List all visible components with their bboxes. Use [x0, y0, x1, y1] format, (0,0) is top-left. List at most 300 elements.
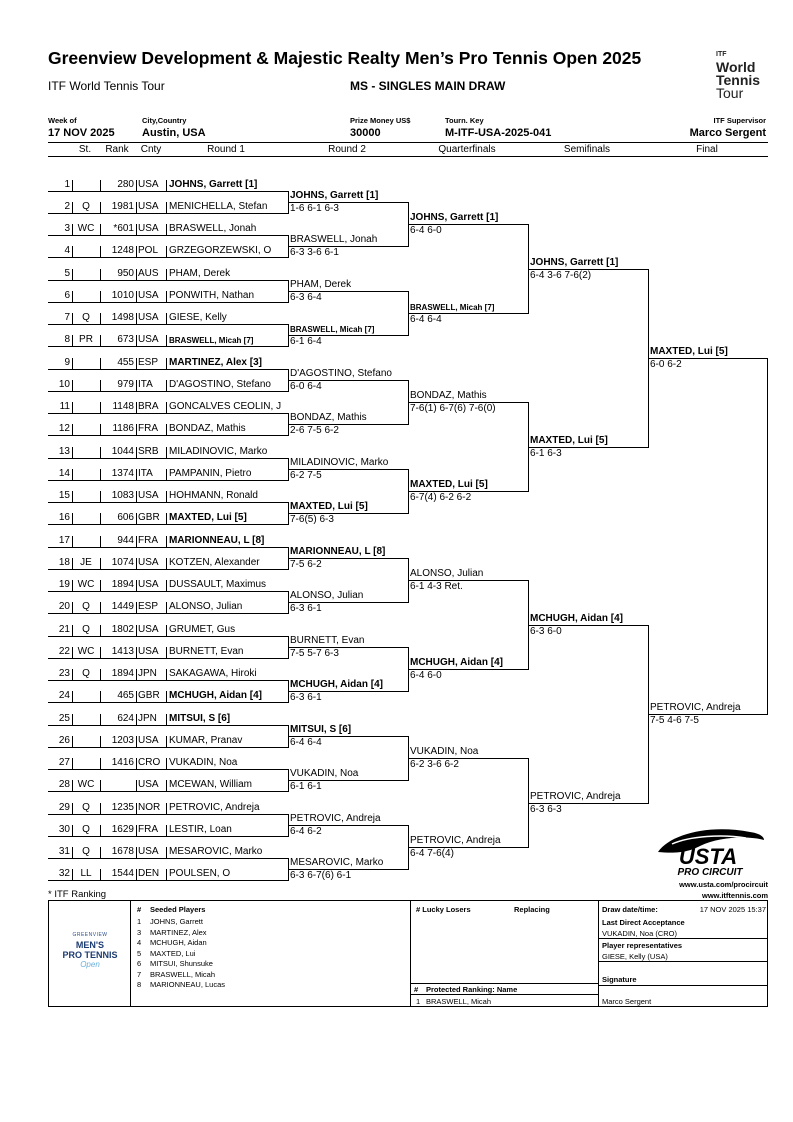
logo-line-3: Tour — [716, 85, 744, 101]
player-name: BRASWELL, Micah [7] — [169, 336, 254, 345]
entry-country: GBR — [138, 512, 160, 523]
round2-winner: BONDAZ, Mathis — [290, 412, 367, 423]
footer-box-left — [48, 900, 49, 1007]
entry-line — [48, 369, 288, 370]
entry-rank: 1544 — [111, 868, 134, 879]
entry-col-sep — [136, 380, 137, 391]
entry-col-sep — [136, 869, 137, 880]
entry-rank: 1981 — [111, 201, 134, 212]
draw-position: 21 — [58, 624, 70, 635]
draw-name: MS - SINGLES MAIN DRAW — [350, 79, 506, 93]
entry-col-sep — [136, 714, 137, 725]
round2-winner: MCHUGH, Aidan [4] — [290, 679, 383, 690]
supervisor-label: ITF Supervisor — [713, 116, 766, 125]
entry-rank: 1074 — [111, 557, 134, 568]
entry-country: USA — [138, 579, 159, 590]
player-name: LESTIR, Loan — [169, 824, 232, 835]
entry-status: Q — [82, 802, 90, 813]
draw-position: 19 — [58, 579, 70, 590]
city-value: Austin, USA — [142, 127, 206, 139]
entry-rank: 455 — [117, 357, 134, 368]
entry-rank: 1413 — [111, 646, 134, 657]
entry-col-sep — [72, 469, 73, 480]
entry-country: SRB — [138, 446, 159, 457]
player-name: PETROVIC, Andreja — [169, 802, 260, 813]
entry-col-sep — [166, 847, 167, 858]
entry-col-sep — [136, 224, 137, 235]
entry-col-sep — [166, 180, 167, 191]
logo-line-2: Tennis — [716, 72, 761, 88]
entry-country: ESP — [138, 601, 159, 612]
entry-status: Q — [82, 668, 90, 679]
entry-country: ITA — [138, 468, 153, 479]
draw-position: 13 — [58, 446, 70, 457]
entry-line — [48, 502, 288, 503]
column-header-rule — [48, 156, 768, 157]
entry-col-sep — [136, 313, 137, 324]
entry-col-sep — [166, 825, 167, 836]
itf-ranking-note: * ITF Ranking — [48, 889, 107, 900]
entry-line — [48, 191, 288, 192]
entry-col-sep — [136, 469, 137, 480]
footer-box-right — [767, 900, 768, 1007]
draw-position: 29 — [58, 802, 70, 813]
entry-country: USA — [138, 201, 159, 212]
draw-position: 12 — [58, 423, 70, 434]
entry-col-sep — [72, 536, 73, 547]
entry-line — [48, 725, 288, 726]
semifinal-winner: JOHNS, Garrett [1] — [530, 257, 619, 268]
player-name: MARIONNEAU, L [8] — [169, 535, 265, 546]
entry-rank: 979 — [117, 379, 134, 390]
entry-col-sep — [166, 558, 167, 569]
draw-position: 28 — [58, 779, 70, 790]
entry-country: CRO — [138, 757, 161, 768]
semifinal-score: 6-3 6-0 — [530, 626, 562, 637]
player-name: VUKADIN, Noa — [169, 757, 238, 768]
player-name: KUMAR, Pranav — [169, 735, 243, 746]
entry-country: USA — [138, 557, 159, 568]
entry-line — [48, 458, 288, 459]
draw-position: 1 — [64, 179, 70, 190]
entry-rank: 1894 — [111, 668, 134, 679]
entry-line — [48, 836, 288, 837]
seed-player-name: MAXTED, Lui — [150, 948, 196, 958]
seed-player-name: MARTINEZ, Alex — [150, 927, 207, 937]
itf-url: www.itftennis.com — [702, 891, 768, 900]
draw-datetime-label: Draw date/time: — [602, 905, 658, 914]
entry-rank: 1248 — [111, 245, 134, 256]
player-name: PAMPANIN, Pietro — [169, 468, 252, 479]
player-name: MENICHELLA, Stefan — [169, 201, 268, 212]
draw-position: 32 — [58, 868, 70, 879]
entry-col-sep — [136, 269, 137, 280]
col-header-final: Final — [696, 144, 718, 155]
entry-rank: 606 — [117, 512, 134, 523]
footer-divider-2 — [410, 900, 411, 1007]
entry-col-sep — [136, 669, 137, 680]
entry-col-sep — [136, 558, 137, 569]
entry-col-sep — [72, 691, 73, 702]
player-name: MAXTED, Lui [5] — [169, 512, 247, 523]
round2-winner: D'AGOSTINO, Stefano — [290, 368, 392, 379]
seed-number: 6 — [137, 959, 142, 968]
key-label: Tourn. Key — [445, 116, 484, 125]
draw-position: 31 — [58, 846, 70, 857]
final-score: 6-0 6-2 — [650, 359, 682, 370]
prize-value: 30000 — [350, 127, 381, 139]
semifinal-winner: PETROVIC, Andreja — [530, 791, 621, 802]
sponsor-name: GREENVIEW — [72, 932, 108, 938]
round2-score: 6-4 6-2 — [290, 826, 322, 837]
logo-line-1: World — [716, 59, 756, 75]
entry-col-sep — [166, 202, 167, 213]
draw-position: 4 — [64, 245, 70, 256]
entry-col-sep — [136, 691, 137, 702]
entry-line — [48, 880, 288, 881]
lda-label: Last Direct Acceptance — [602, 918, 685, 927]
quarterfinal-score: 6-4 6-4 — [410, 314, 442, 325]
entry-col-sep — [72, 447, 73, 458]
draw-position: 14 — [58, 468, 70, 479]
entry-col-sep — [166, 647, 167, 658]
draw-position: 2 — [64, 201, 70, 212]
entry-col-sep — [166, 625, 167, 636]
round2-winner: MAXTED, Lui [5] — [290, 501, 368, 512]
entry-rank: *601 — [113, 223, 134, 234]
player-name: PHAM, Derek — [169, 268, 231, 279]
round2-score: 7-5 5-7 6-3 — [290, 648, 339, 659]
entry-col-sep — [136, 602, 137, 613]
lda-rule — [598, 938, 768, 939]
entry-status: Q — [82, 601, 90, 612]
player-name: BONDAZ, Mathis — [169, 423, 246, 434]
entry-country: USA — [138, 312, 159, 323]
entry-country: POL — [138, 245, 159, 256]
round2-score: 7-6(5) 6-3 — [290, 514, 334, 525]
entry-col-sep — [72, 291, 73, 302]
round2-score: 6-1 6-4 — [290, 336, 322, 347]
entry-col-sep — [136, 358, 137, 369]
final-connector — [767, 358, 768, 715]
draw-position: 26 — [58, 735, 70, 746]
draw-position: 17 — [58, 535, 70, 546]
player-name: KOTZEN, Alexander — [169, 557, 260, 568]
signature-rule — [598, 985, 768, 986]
entry-rank: 1083 — [111, 490, 134, 501]
entry-country: ESP — [138, 357, 159, 368]
entry-country: BRA — [138, 401, 159, 412]
sponsor-line-1: MEN'S — [75, 940, 105, 950]
player-name: GONCALVES CEOLIN, J — [169, 401, 282, 412]
player-name: BURNETT, Evan — [169, 646, 244, 657]
col-header-qf: Quarterfinals — [438, 144, 496, 155]
entry-col-sep — [72, 358, 73, 369]
round2-score: 6-3 6-4 — [290, 292, 322, 303]
player-name: SAKAGAWA, Hiroki — [169, 668, 257, 679]
entry-col-sep — [72, 269, 73, 280]
entry-col-sep — [72, 246, 73, 257]
entry-col-sep — [72, 380, 73, 391]
entry-country: ITA — [138, 379, 153, 390]
reps-value: GIESE, Kelly (USA) — [602, 952, 668, 961]
player-name: GRUMET, Gus — [169, 624, 236, 635]
entry-line — [48, 413, 288, 414]
entry-status: WC — [77, 646, 95, 657]
entry-col-sep — [166, 580, 167, 591]
quarterfinal-winner: BONDAZ, Mathis — [410, 390, 487, 401]
reps-rule — [598, 961, 768, 962]
footer-box-top — [48, 900, 768, 901]
entry-col-sep — [166, 714, 167, 725]
entry-country: USA — [138, 735, 159, 746]
entry-line — [48, 257, 288, 258]
quarterfinal-winner: JOHNS, Garrett [1] — [410, 212, 499, 223]
draw-position: 18 — [58, 557, 70, 568]
entry-line — [48, 591, 288, 592]
draw-position: 6 — [64, 290, 70, 301]
quarterfinal-winner: MAXTED, Lui [5] — [410, 479, 488, 490]
seeded-hash: # — [137, 905, 142, 914]
week-value: 17 NOV 2025 — [48, 127, 115, 139]
signature-value: Marco Sergent — [602, 997, 652, 1006]
draw-position: 23 — [58, 668, 70, 679]
entry-status: WC — [77, 579, 95, 590]
round2-winner: MITSUI, S [6] — [290, 724, 352, 735]
player-name: ALONSO, Julian — [169, 601, 243, 612]
entry-rank: 1498 — [111, 312, 134, 323]
quarterfinal-winner: BRASWELL, Micah [7] — [410, 303, 495, 312]
round2-winner: MARIONNEAU, L [8] — [290, 546, 386, 557]
entry-country: GBR — [138, 690, 160, 701]
player-name: MCHUGH, Aidan [4] — [169, 690, 262, 701]
entry-col-sep — [166, 602, 167, 613]
entry-col-sep — [136, 513, 137, 524]
draw-position: 9 — [64, 357, 70, 368]
protected-ranking-rule-2 — [410, 994, 598, 995]
draw-position: 24 — [58, 690, 70, 701]
protected-title: Protected Ranking: Name — [426, 985, 518, 994]
entry-col-sep — [136, 202, 137, 213]
quarterfinal-score: 6-7(4) 6-2 6-2 — [410, 492, 472, 503]
quarterfinal-score: 7-6(1) 6-7(6) 7-6(0) — [410, 403, 496, 414]
draw-position: 22 — [58, 646, 70, 657]
lda-value: VUKADIN, Noa (CRO) — [602, 929, 678, 938]
entry-country: FRA — [138, 535, 158, 546]
entry-country: JPN — [138, 713, 157, 724]
entry-rank: 950 — [117, 268, 134, 279]
entry-country: FRA — [138, 824, 158, 835]
entry-col-sep — [166, 424, 167, 435]
player-name: MESAROVIC, Marko — [169, 846, 263, 857]
entry-col-sep — [136, 758, 137, 769]
entry-status: Q — [82, 624, 90, 635]
entry-col-sep — [136, 424, 137, 435]
semifinal-winner: MCHUGH, Aidan [4] — [530, 613, 623, 624]
round2-score: 6-3 6-1 — [290, 692, 322, 703]
entry-status: Q — [82, 846, 90, 857]
entry-col-sep — [136, 291, 137, 302]
draw-position: 10 — [58, 379, 70, 390]
player-name: HOHMANN, Ronald — [169, 490, 258, 501]
quarterfinal-score: 6-1 4-3 Ret. — [410, 581, 463, 592]
player-name: D'AGOSTINO, Stefano — [169, 379, 271, 390]
round2-winner: BURNETT, Evan — [290, 635, 365, 646]
col-header-round2: Round 2 — [328, 144, 366, 155]
pro-circuit-text: PRO CIRCUIT — [677, 867, 743, 876]
entry-rank: 280 — [117, 179, 134, 190]
col-header-rank: Rank — [105, 144, 129, 155]
entry-status: WC — [77, 779, 95, 790]
entry-col-sep — [166, 380, 167, 391]
itf-logo-small: ITF — [716, 51, 727, 58]
round2-score: 2-6 7-5 6-2 — [290, 425, 339, 436]
entry-status: Q — [82, 824, 90, 835]
entry-line — [48, 235, 288, 236]
entry-col-sep — [136, 335, 137, 346]
entry-line — [48, 213, 288, 214]
entry-status: PR — [79, 334, 93, 345]
signature-label: Signature — [602, 975, 637, 984]
entry-col-sep — [136, 491, 137, 502]
player-name: MARTINEZ, Alex [3] — [169, 357, 262, 368]
quarterfinal-score: 6-4 6-0 — [410, 225, 442, 236]
entry-country: USA — [138, 779, 159, 790]
entry-country: DEN — [138, 868, 160, 879]
round2-winner: VUKADIN, Noa — [290, 768, 359, 779]
entry-line — [48, 791, 288, 792]
entry-col-sep — [72, 491, 73, 502]
usta-url: www.usta.com/procircuit — [679, 880, 768, 889]
replacing-title: Replacing — [514, 905, 550, 914]
entry-status: Q — [82, 312, 90, 323]
seed-number: 3 — [137, 927, 142, 937]
entry-col-sep — [166, 536, 167, 547]
player-name: POULSEN, O — [169, 868, 231, 879]
entry-rank: 673 — [117, 334, 134, 345]
entry-country: USA — [138, 490, 159, 501]
entry-col-sep — [72, 513, 73, 524]
entry-rank: 1235 — [111, 802, 134, 813]
entry-country: USA — [138, 646, 159, 657]
entry-col-sep — [166, 803, 167, 814]
round2-score: 6-3 6-1 — [290, 603, 322, 614]
round2-score: 1-6 6-1 6-3 — [290, 203, 339, 214]
seed-number: 8 — [137, 980, 142, 989]
sponsor-line-3: Open — [80, 960, 100, 969]
sponsor-line-2: PRO TENNIS — [62, 950, 118, 960]
entry-line — [48, 391, 288, 392]
entry-col-sep — [136, 847, 137, 858]
key-value: M-ITF-USA-2025-041 — [445, 127, 552, 139]
round2-winner: BRASWELL, Jonah — [290, 234, 378, 245]
entry-line — [48, 747, 288, 748]
entry-col-sep — [72, 758, 73, 769]
round2-score: 6-3 3-6 6-1 — [290, 247, 339, 258]
entry-rank: 624 — [117, 713, 134, 724]
round2-score: 6-0 6-4 — [290, 381, 322, 392]
entry-line — [48, 569, 288, 570]
entry-status: WC — [77, 223, 95, 234]
col-header-sf: Semifinals — [563, 144, 611, 155]
player-name: MCEWAN, William — [169, 779, 252, 790]
entry-status: JE — [80, 557, 92, 568]
protected-number: 1 — [416, 997, 421, 1006]
entry-rank: 1449 — [111, 601, 134, 612]
entry-line — [48, 302, 288, 303]
draw-position: 30 — [58, 824, 70, 835]
round2-score: 6-3 6-7(6) 6-1 — [290, 870, 352, 881]
entry-col-sep — [166, 691, 167, 702]
entry-col-sep — [166, 313, 167, 324]
entry-status: LL — [80, 868, 92, 879]
draw-position: 3 — [64, 223, 70, 234]
round2-score: 6-4 6-4 — [290, 737, 322, 748]
entry-line — [48, 547, 288, 548]
entry-col-sep — [166, 869, 167, 880]
entry-rank: 1802 — [111, 624, 134, 635]
semifinal-score: 6-4 3-6 7-6(2) — [530, 270, 592, 281]
entry-col-sep — [100, 780, 101, 791]
prize-label: Prize Money US$ — [350, 116, 411, 125]
entry-line — [48, 480, 288, 481]
entry-col-sep — [166, 736, 167, 747]
round2-score: 6-1 6-1 — [290, 781, 322, 792]
entry-line — [48, 613, 288, 614]
quarterfinal-winner: VUKADIN, Noa — [410, 746, 479, 757]
entry-col-sep — [166, 269, 167, 280]
entry-line — [48, 524, 288, 525]
entry-line — [48, 636, 288, 637]
semifinal-winner: MAXTED, Lui [5] — [530, 435, 608, 446]
player-name: JOHNS, Garrett [1] — [169, 179, 258, 190]
final-winner: PETROVIC, Andreja — [650, 702, 741, 713]
entry-rank: 1186 — [112, 423, 134, 434]
tournament-title: Greenview Development & Majestic Realty Men’s Pro Tennis Open 2025 — [48, 48, 642, 68]
player-name: MILADINOVIC, Marko — [169, 446, 268, 457]
tour-name: ITF World Tennis Tour — [48, 79, 165, 93]
entry-col-sep — [136, 780, 137, 791]
protected-hash: # — [414, 985, 419, 994]
entry-col-sep — [136, 580, 137, 591]
entry-col-sep — [136, 803, 137, 814]
col-header-cnty: Cnty — [140, 144, 162, 155]
entry-line — [48, 769, 288, 770]
protected-ranking-rule — [410, 983, 598, 984]
entry-col-sep — [136, 736, 137, 747]
round2-winner: BRASWELL, Micah [7] — [290, 325, 375, 334]
entry-country: JPN — [138, 668, 157, 679]
entry-rank: 1678 — [111, 846, 134, 857]
week-label: Week of — [48, 116, 77, 125]
semifinal-score: 6-3 6-3 — [530, 804, 562, 815]
round2-score: 6-2 7-5 — [290, 470, 322, 481]
entry-rank: 1416 — [111, 757, 134, 768]
col-header-round1: Round 1 — [207, 144, 245, 155]
draw-position: 11 — [59, 401, 70, 412]
entry-col-sep — [136, 447, 137, 458]
lucky-losers-title: # Lucky Losers — [416, 905, 471, 914]
draw-position: 27 — [58, 757, 70, 768]
seed-number: 7 — [137, 969, 142, 979]
entry-col-sep — [166, 513, 167, 524]
entry-status: Q — [82, 201, 90, 212]
entry-country: FRA — [138, 423, 158, 434]
semifinal-score: 6-1 6-3 — [530, 448, 562, 459]
entry-country: USA — [138, 624, 159, 635]
quarterfinal-winner: ALONSO, Julian — [410, 568, 484, 579]
entry-col-sep — [166, 780, 167, 791]
